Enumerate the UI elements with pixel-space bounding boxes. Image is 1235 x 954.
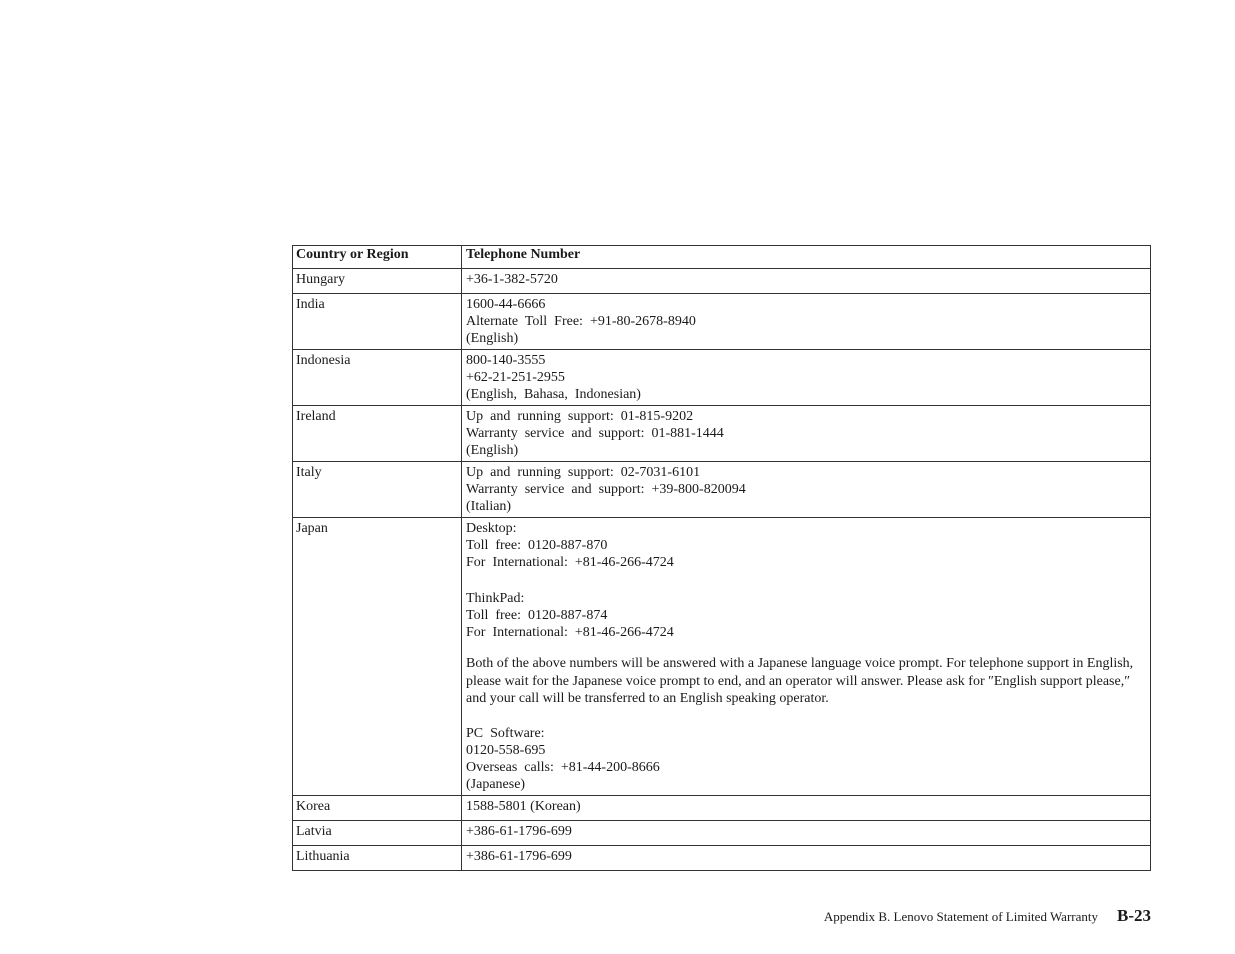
country-cell: Ireland xyxy=(293,406,462,462)
phone-cell xyxy=(462,795,1151,820)
table-row-korea xyxy=(293,795,1151,820)
header-country: Country or Region xyxy=(293,246,462,269)
phone-cell xyxy=(462,294,1151,350)
phone-cell xyxy=(462,350,1151,406)
country-cell: Latvia xyxy=(293,820,462,845)
phone-cell xyxy=(462,406,1151,462)
phone-line: (English) xyxy=(466,443,519,458)
phone-line: Warranty service and support: 01-881-1444 xyxy=(466,426,724,441)
telephone-support-table xyxy=(292,245,1151,871)
thinkpad-line: For International: +81-46-266-4724 xyxy=(466,625,674,640)
country-cell: Lithuania xyxy=(293,845,462,870)
country-cell: India xyxy=(293,294,462,350)
phone-line: (English, Bahasa, Indonesian) xyxy=(466,387,641,402)
spacer xyxy=(466,571,1146,590)
phone-line: 1600-44-6666 xyxy=(466,297,546,312)
table-row-ireland xyxy=(293,406,1151,462)
table-row-latvia xyxy=(293,820,1151,845)
country-cell: Korea xyxy=(293,795,462,820)
phone-cell xyxy=(462,269,1151,294)
table-row-indonesia xyxy=(293,350,1151,406)
phone-cell xyxy=(462,518,1151,796)
phone-line: (English) xyxy=(466,331,519,346)
phone-line: Up and running support: 02-7031-6101 xyxy=(466,465,701,480)
page-footer xyxy=(824,906,1151,926)
phone-line: 1588-5801 (Korean) xyxy=(466,798,581,814)
country-cell: Italy xyxy=(293,462,462,518)
phone-line: +386-61-1796-699 xyxy=(466,823,572,839)
phone-cell xyxy=(462,820,1151,845)
table-row-japan xyxy=(293,518,1151,796)
page-number: B-23 xyxy=(1117,906,1151,925)
japan-language-note: Both of the above numbers will be answered with a Japanese language voice prompt. For telephone support in English, please wait for the Japanese voice prompt to end, and an operator will answer. Please ask for ″English support please,″ and your call will be transferred to an English speaking operator. xyxy=(466,656,1134,706)
phone-line: (Italian) xyxy=(466,499,512,514)
header-telephone: Telephone Number xyxy=(462,246,1151,269)
thinkpad-line: Toll free: 0120-887-874 xyxy=(466,608,608,623)
table-row-italy xyxy=(293,462,1151,518)
phone-line: +62-21-251-2955 xyxy=(466,370,565,385)
phone-line: Up and running support: 01-815-9202 xyxy=(466,409,694,424)
thinkpad-line: ThinkPad: xyxy=(466,591,525,606)
phone-line: +386-61-1796-699 xyxy=(466,848,572,864)
software-line: (Japanese) xyxy=(466,776,526,792)
table-row-hungary xyxy=(293,269,1151,294)
spacer xyxy=(466,708,1146,725)
table-row-lithuania xyxy=(293,845,1151,870)
phone-cell xyxy=(462,845,1151,870)
desktop-line: For International: +81-46-266-4724 xyxy=(466,555,674,570)
desktop-line: Desktop: xyxy=(466,521,517,536)
software-line: Overseas calls: +81-44-200-8666 xyxy=(466,759,660,775)
phone-line: +36-1-382-5720 xyxy=(466,272,558,287)
desktop-line: Toll free: 0120-887-870 xyxy=(466,538,608,553)
software-line: PC Software: xyxy=(466,725,545,741)
table-row-india xyxy=(293,294,1151,350)
table-header-row xyxy=(293,246,1151,269)
phone-line: Warranty service and support: +39-800-820094 xyxy=(466,482,746,497)
country-cell: Hungary xyxy=(293,269,462,294)
country-cell: Indonesia xyxy=(293,350,462,406)
footer-title: Appendix B. Lenovo Statement of Limited Warranty xyxy=(823,909,1098,924)
phone-cell xyxy=(462,462,1151,518)
phone-line: 800-140-3555 xyxy=(466,353,546,368)
spacer xyxy=(466,641,1146,655)
country-cell: Japan xyxy=(293,518,462,796)
software-line: 0120-558-695 xyxy=(466,742,546,758)
phone-line: Alternate Toll Free: +91-80-2678-8940 xyxy=(466,314,696,329)
